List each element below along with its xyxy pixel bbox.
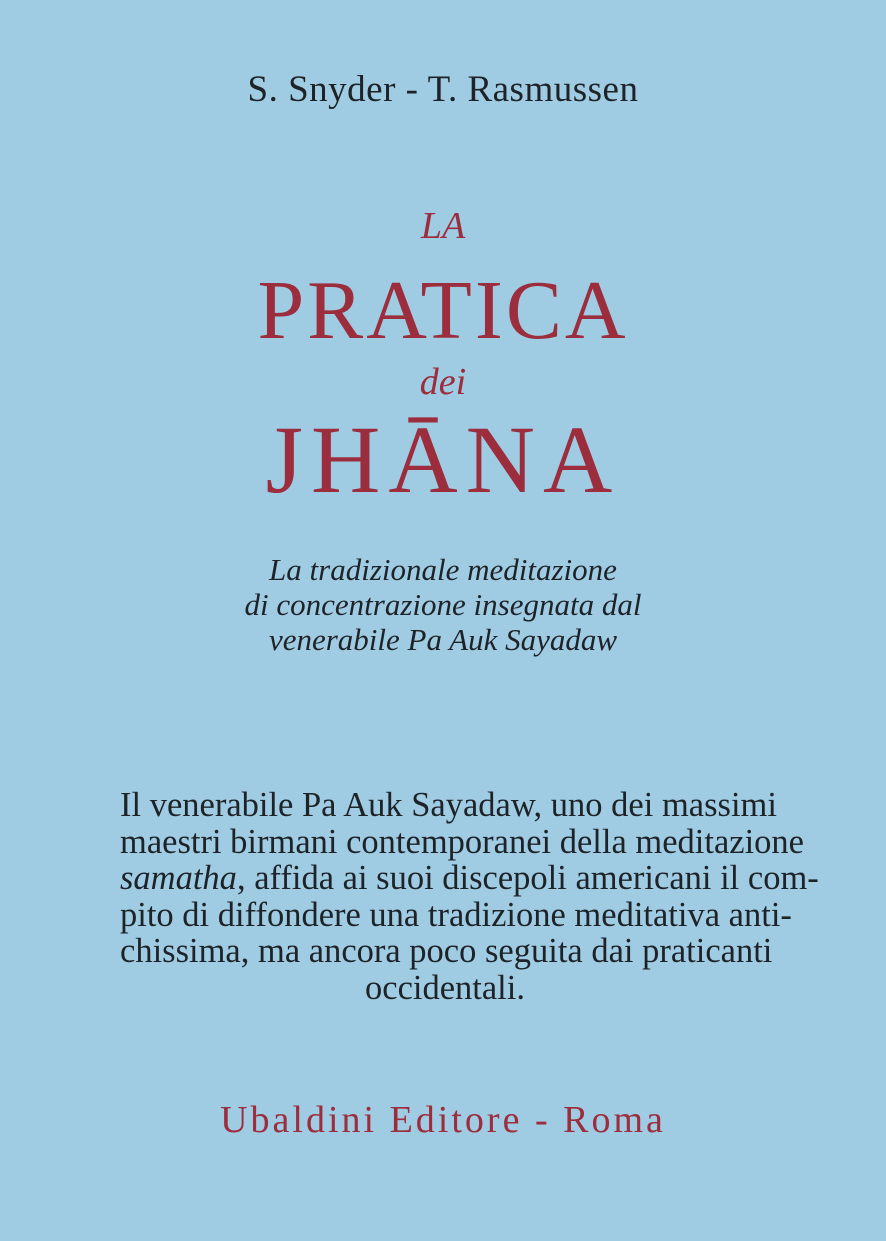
blurb: [120, 786, 819, 1007]
publisher: Ubaldini Editore - Roma: [220, 1099, 666, 1141]
title-preposition: dei: [419, 361, 467, 403]
title-jhana: JHĀNA: [265, 406, 621, 513]
blurb-line-rest: , affida ai suoi discepoli americani il com-: [236, 859, 819, 897]
title-article: LA: [420, 205, 466, 247]
blurb-line: occidentali.: [365, 968, 525, 1007]
blurb-line: maestri birmani contemporanei della meditazione: [120, 822, 804, 861]
authors: S. Snyder - T. Rasmussen: [247, 69, 639, 110]
blurb-line: Il venerabile Pa Auk Sayadaw, uno dei massimi: [120, 786, 777, 824]
subtitle: [0, 552, 886, 657]
subtitle-line: di concentrazione insegnata dal: [244, 587, 642, 622]
subtitle-line: La tradizionale meditazione: [269, 552, 617, 587]
blurb-line: pito di diffondere una tradizione meditativa anti-: [120, 895, 792, 934]
blurb-italic-term: samatha: [120, 859, 237, 897]
blurb-line: [120, 859, 819, 897]
blurb-line: chissima, ma ancora poco seguita dai praticanti: [120, 932, 773, 970]
subtitle-line: venerabile Pa Auk Sayadaw: [268, 622, 618, 657]
title-main: PRATICA: [257, 264, 629, 357]
